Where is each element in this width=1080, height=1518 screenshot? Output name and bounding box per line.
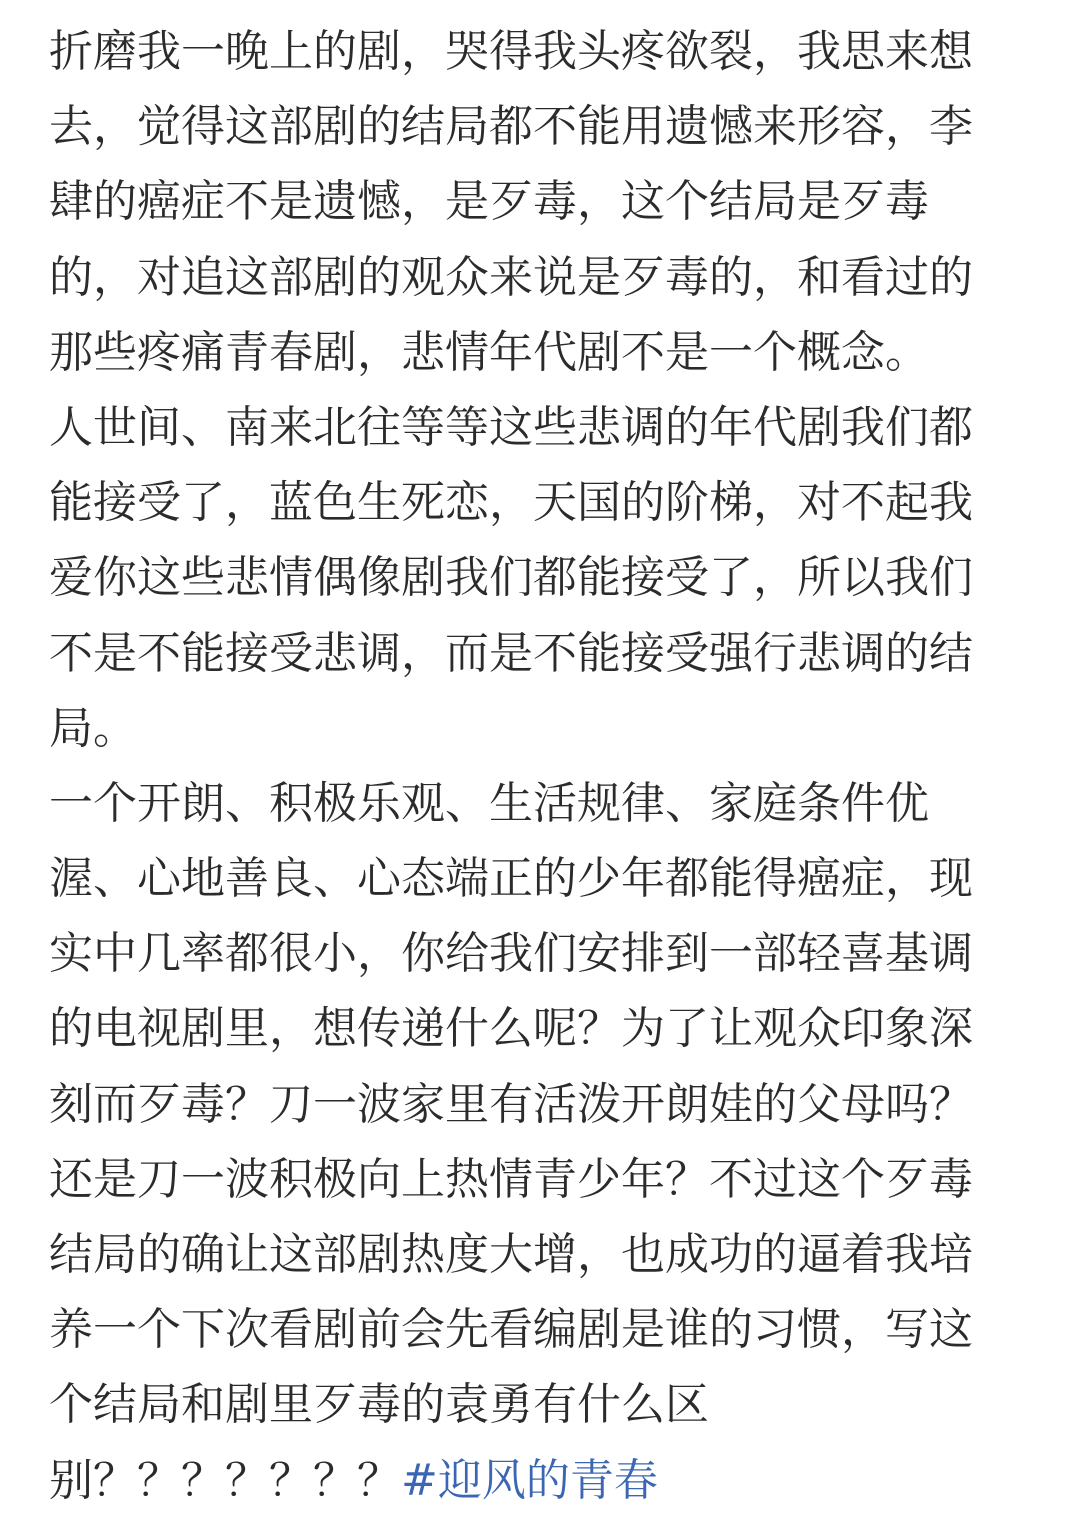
- post-text-line: 的电视剧里，想传递什么呢？为了让观众印象深: [49, 1003, 973, 1055]
- post-text-line: 个结局和剧里歹毒的袁勇有什么区: [49, 1379, 709, 1431]
- post-text-line: 不是不能接受悲调，而是不能接受强行悲调的结: [49, 627, 973, 679]
- post-text-line: 结局的确让这部剧热度大增，也成功的逼着我培: [49, 1229, 973, 1280]
- post-text-line: 一个开朗、积极乐观、生活规律、家庭条件优: [49, 777, 929, 829]
- post-text-line: 养一个下次看剧前会先看编剧是谁的习惯，写这: [49, 1304, 973, 1356]
- post-text-line: 实中几率都很小，你给我们安排到一部轻喜基调: [49, 928, 973, 980]
- post-text-last-line-body: 别？？？？？？？: [49, 1454, 401, 1506]
- post-text-line: 渥、心地善良、心态端正的少年都能得癌症，现: [49, 853, 973, 905]
- post-body: [49, 14, 1009, 1518]
- post-text-line: 的，对追这部剧的观众来说是歹毒的，和看过的: [49, 251, 973, 303]
- post-text-line: 人世间、南来北往等等这些悲调的年代剧我们都: [49, 401, 973, 453]
- post-text-line: 那些疼痛青春剧，悲情年代剧不是一个概念。: [49, 326, 929, 378]
- post-text-line: 爱你这些悲情偶像剧我们都能接受了，所以我们: [49, 552, 973, 604]
- post-text-line: 肆的癌症不是遗憾，是歹毒，这个结局是歹毒: [49, 176, 929, 228]
- post-text-line: 局。: [49, 702, 137, 754]
- post-text-line: 能接受了，蓝色生死恋，天国的阶梯，对不起我: [49, 477, 973, 529]
- post-text-line: 去，觉得这部剧的结局都不能用遗憾来形容，李: [49, 101, 973, 153]
- post-text-line: 刻而歹毒？刀一波家里有活泼开朗娃的父母吗？: [49, 1078, 973, 1130]
- post-text-line: 还是刀一波积极向上热情青少年？不过这个歹毒: [49, 1153, 973, 1205]
- post-text-last-line: [49, 1443, 1009, 1518]
- hashtag-link[interactable]: #迎风的青春: [401, 1454, 658, 1506]
- post-text-line: 折磨我一晚上的剧，哭得我头疼欲裂，我思来想: [49, 26, 973, 77]
